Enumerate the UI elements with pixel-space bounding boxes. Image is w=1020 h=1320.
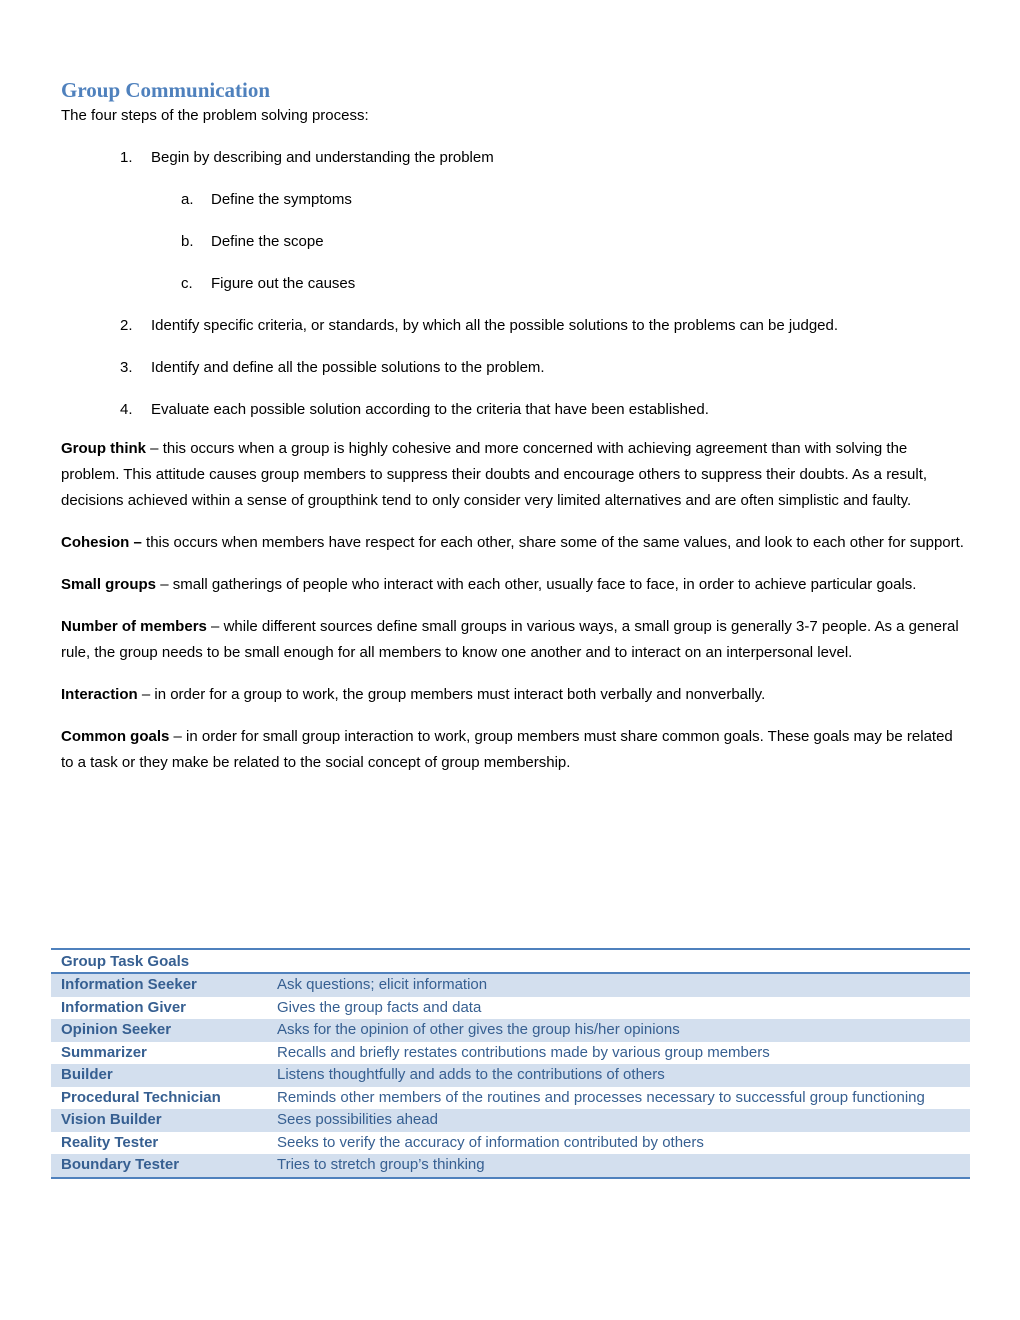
role-name: Information Giver bbox=[61, 998, 187, 1016]
definition-term: Number of members bbox=[61, 618, 207, 635]
table-row bbox=[51, 1042, 970, 1065]
step-text: Begin by describing and understanding the problem bbox=[151, 149, 494, 166]
sub-step-text: Define the scope bbox=[211, 233, 324, 250]
role-name: Procedural Technician bbox=[61, 1088, 221, 1106]
step-item bbox=[61, 400, 971, 420]
definition-interaction bbox=[61, 682, 966, 708]
step-text: Identify and define all the possible solutions to the problem. bbox=[151, 359, 545, 376]
definition-separator: – bbox=[146, 440, 163, 457]
table-row bbox=[51, 1109, 970, 1132]
table-header-row bbox=[51, 950, 970, 973]
sub-step-item bbox=[61, 274, 971, 294]
definition-group-think bbox=[61, 436, 966, 514]
role-description: Sees possibilities ahead bbox=[277, 1109, 970, 1132]
sub-step-text: Define the symptoms bbox=[211, 191, 352, 208]
intro-text: The four steps of the problem solving process: bbox=[61, 107, 369, 124]
role-description: Tries to stretch group’s thinking bbox=[277, 1154, 970, 1177]
definition-cohesion bbox=[61, 530, 966, 556]
step-number: 3. bbox=[120, 359, 133, 376]
definition-term: Small groups bbox=[61, 576, 157, 593]
definition-separator: – bbox=[206, 618, 224, 635]
role-name: Summarizer bbox=[61, 1043, 147, 1061]
table-row bbox=[51, 1132, 970, 1155]
table-row bbox=[51, 973, 970, 997]
definition-term: Cohesion – bbox=[61, 534, 142, 551]
steps-list bbox=[61, 148, 971, 420]
definition-term: Interaction bbox=[61, 686, 138, 703]
definition-text: in order for a group to work, the group members must interact both verbally and nonverbally. bbox=[154, 686, 766, 703]
table-header: Group Task Goals bbox=[51, 950, 970, 973]
definition-term: Common goals bbox=[61, 728, 170, 745]
definition-text: small gatherings of people who interact with each other, usually face to face, in order to achieve particular goals. bbox=[172, 576, 917, 593]
group-task-goals-table bbox=[51, 948, 970, 1179]
definition-text: this occurs when members have respect for each other, share some of the same values, and look to each other for support. bbox=[146, 534, 964, 551]
table-row bbox=[51, 1154, 970, 1177]
roles-table bbox=[51, 950, 970, 1177]
role-name: Builder bbox=[51, 1064, 277, 1087]
document-page bbox=[61, 76, 971, 776]
definition-separator: – bbox=[137, 686, 155, 703]
definition-small-groups bbox=[61, 572, 966, 598]
definition-number-of-members bbox=[61, 614, 966, 666]
role-name: Information Seeker bbox=[51, 973, 277, 997]
sub-step-letter: a. bbox=[181, 191, 194, 208]
page-title: Group Communication bbox=[61, 78, 271, 102]
definition-text: in order for small group interaction to work, group members must share common goals. These goals may be related to a task or they make be related to the social concept of group membership. bbox=[61, 728, 953, 771]
step-number: 4. bbox=[120, 401, 133, 418]
table-row bbox=[51, 1087, 970, 1110]
role-name: Opinion Seeker bbox=[51, 1019, 277, 1042]
step-item bbox=[61, 148, 971, 168]
step-item bbox=[61, 358, 971, 378]
role-name: Reality Tester bbox=[61, 1133, 159, 1151]
definition-text: this occurs when a group is highly cohesive and more concerned with achieving agreement than with solving the problem. This attitude causes group members to suppress their doubts and encourage others to suppress their doubts. As a result, decisions achieved within a sense of groupthink tend to only consider very limited alternatives and are often simplistic and faulty. bbox=[61, 440, 928, 509]
role-description: Gives the group facts and data bbox=[277, 998, 482, 1016]
table-row bbox=[51, 997, 970, 1020]
step-number: 1. bbox=[120, 149, 133, 166]
role-description: Ask questions; elicit information bbox=[277, 973, 970, 997]
sub-step-letter: c. bbox=[181, 275, 193, 292]
role-description: Reminds other members of the routines and processes necessary to successful group functioning bbox=[277, 1088, 925, 1106]
role-name: Vision Builder bbox=[51, 1109, 277, 1132]
definition-separator: – bbox=[169, 728, 187, 745]
role-description: Listens thoughtfully and adds to the contributions of others bbox=[277, 1064, 970, 1087]
definition-text: while different sources define small groups in various ways, a small group is generally 3-7 people. As a general rule, the group needs to be small enough for all members to know one another and to interact on an interpersonal level. bbox=[61, 618, 959, 661]
table-row bbox=[51, 1019, 970, 1042]
table-row bbox=[51, 1064, 970, 1087]
role-description: Seeks to verify the accuracy of information contributed by others bbox=[277, 1133, 704, 1151]
role-description: Recalls and briefly restates contributions made by various group members bbox=[277, 1043, 770, 1061]
definition-common-goals bbox=[61, 724, 966, 776]
sub-step-letter: b. bbox=[181, 233, 194, 250]
sub-step-item bbox=[61, 232, 971, 252]
sub-step-text: Figure out the causes bbox=[211, 275, 356, 292]
definition-separator: – bbox=[156, 576, 173, 593]
step-item bbox=[61, 316, 971, 336]
step-number: 2. bbox=[120, 317, 133, 334]
definition-term: Group think bbox=[61, 440, 146, 457]
role-name: Boundary Tester bbox=[51, 1154, 277, 1177]
sub-step-item bbox=[61, 190, 971, 210]
step-text: Evaluate each possible solution according to the criteria that have been established. bbox=[151, 401, 709, 418]
role-description: Asks for the opinion of other gives the group his/her opinions bbox=[277, 1019, 970, 1042]
step-text: Identify specific criteria, or standards, by which all the possible solutions to the problems can be judged. bbox=[151, 317, 839, 334]
